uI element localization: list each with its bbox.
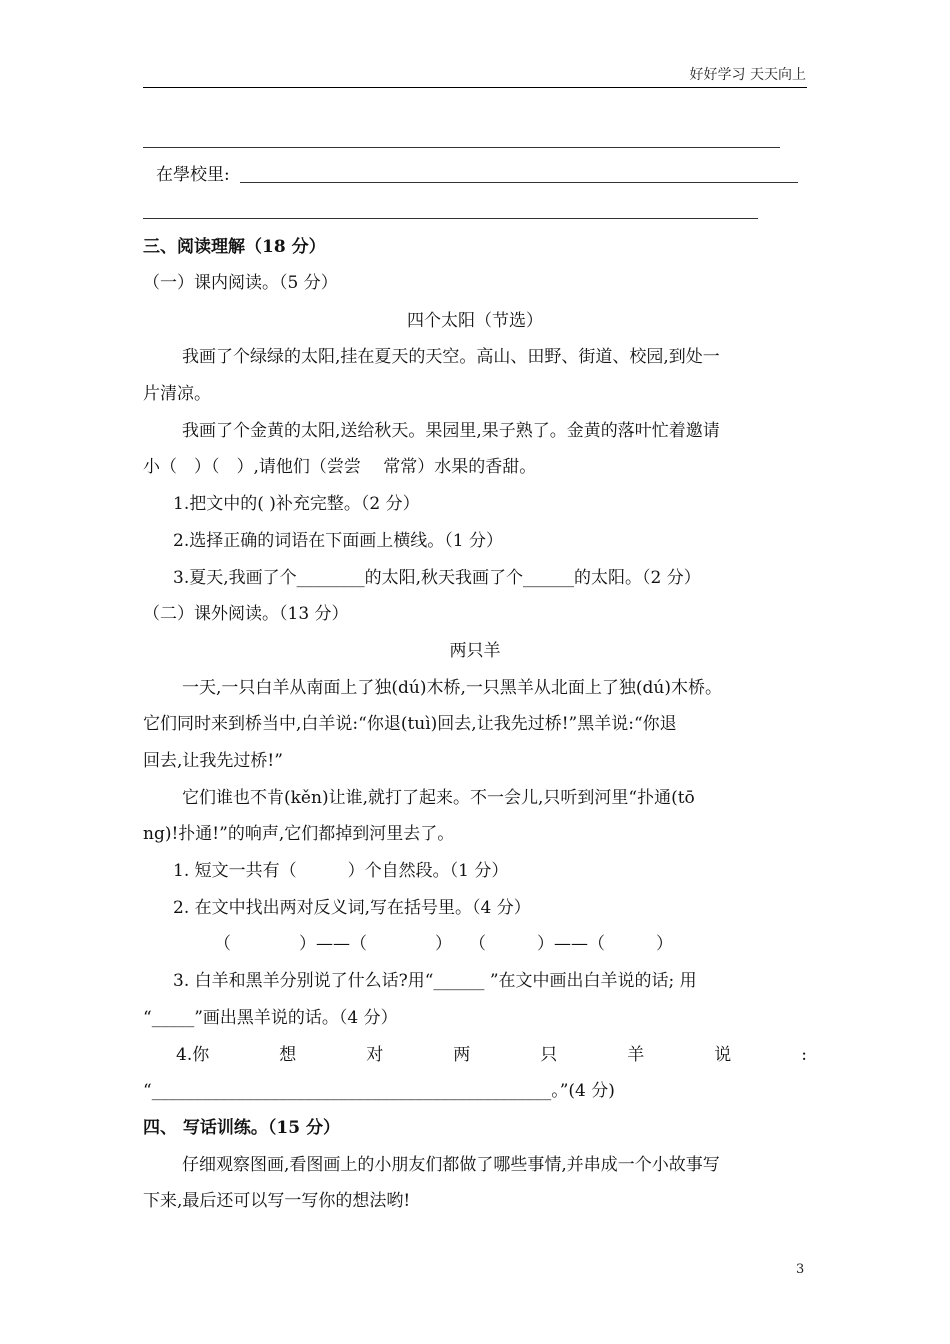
q4-word: 说	[714, 1045, 732, 1065]
passage2-p1-line1: 一天,一只白羊从南面上了独(dú)木桥,一只黑羊从北面上了独(dú)木桥。	[182, 678, 722, 698]
part2-question-2: 2. 在文中找出两对反义词,写在括号里。（4 分）	[173, 898, 531, 918]
page-header: 好好学习 天天向上	[689, 67, 806, 83]
q4-word: 羊	[627, 1045, 645, 1065]
part2-question-4-line2: “_______________________________________________。”(4 分)	[143, 1081, 615, 1101]
passage1-p1-line2: 片清凉。	[143, 384, 211, 404]
part2-question-3-line1: 3. 白羊和黑羊分别说了什么话?用“______ ”在文中画出白羊说的话; 用	[173, 971, 697, 991]
passage1-p2-line2: 小（ ）（ ）,请他们（尝尝 常常）水果的香甜。	[143, 457, 537, 477]
q4-word: 对	[366, 1045, 384, 1065]
part1-label: （一）课内阅读。（5 分）	[143, 273, 338, 293]
school-label: 在學校里:	[156, 165, 230, 185]
part1-question-2: 2.选择正确的词语在下面画上横线。（1 分）	[173, 531, 503, 551]
passage2-p2-line2: ng)!扑通!”的响声,它们都掉到河里去了。	[143, 824, 455, 844]
section4-prompt-line1: 仔细观察图画,看图画上的小朋友们都做了哪些事情,并串成一个小故事写	[182, 1155, 720, 1175]
q4-word: 只	[540, 1045, 558, 1065]
passage2-p2-line1: 它们谁也不肯(kěn)让谁,就打了起来。不一会儿,只听到河里“扑通(tō	[182, 788, 695, 808]
passage1-p1-line1: 我画了个绿绿的太阳,挂在夏天的天空。高山、田野、街道、校园,到处一	[182, 347, 720, 367]
answer-line-3	[143, 218, 758, 219]
part2-question-2-blanks: （ ）——（ ） （ ）——（ ）	[214, 934, 673, 954]
passage2-p1-line2: 它们同时来到桥当中,白羊说:“你退(tuì)回去,让我先过桥!”黑羊说:“你退	[143, 714, 677, 734]
answer-line-school	[240, 182, 798, 183]
part2-question-4-line1	[176, 1045, 807, 1065]
section4-title: 四、 写话训练。（15 分）	[143, 1118, 340, 1138]
q4-word: 4.你	[176, 1045, 210, 1065]
part2-label: （二）课外阅读。（13 分）	[143, 604, 349, 624]
passage2-title: 两只羊	[449, 641, 501, 661]
part2-question-1: 1. 短文一共有（ ）个自然段。（1 分）	[173, 861, 509, 881]
part1-question-1: 1.把文中的( )补充完整。（2 分）	[173, 494, 420, 514]
section4-prompt-line2: 下来,最后还可以写一写你的想法哟!	[143, 1191, 411, 1211]
q4-word: 两	[453, 1045, 471, 1065]
passage2-p1-line3: 回去,让我先过桥!”	[143, 751, 283, 771]
header-divider	[143, 87, 807, 88]
q4-word: :	[801, 1045, 807, 1065]
passage1-title: 四个太阳（节选）	[407, 311, 543, 331]
page-number: 3	[796, 1262, 805, 1277]
passage1-p2-line1: 我画了个金黄的太阳,送给秋天。果园里,果子熟了。金黄的落叶忙着邀请	[182, 421, 720, 441]
part2-question-3-line2: “_____”画出黑羊说的话。（4 分）	[143, 1008, 398, 1028]
answer-line-1	[143, 147, 780, 148]
q4-word: 想	[279, 1045, 297, 1065]
section3-title: 三、阅读理解（18 分）	[143, 237, 326, 257]
part1-question-3: 3.夏天,我画了个________的太阳,秋天我画了个______的太阳。（2 分）	[173, 568, 701, 588]
